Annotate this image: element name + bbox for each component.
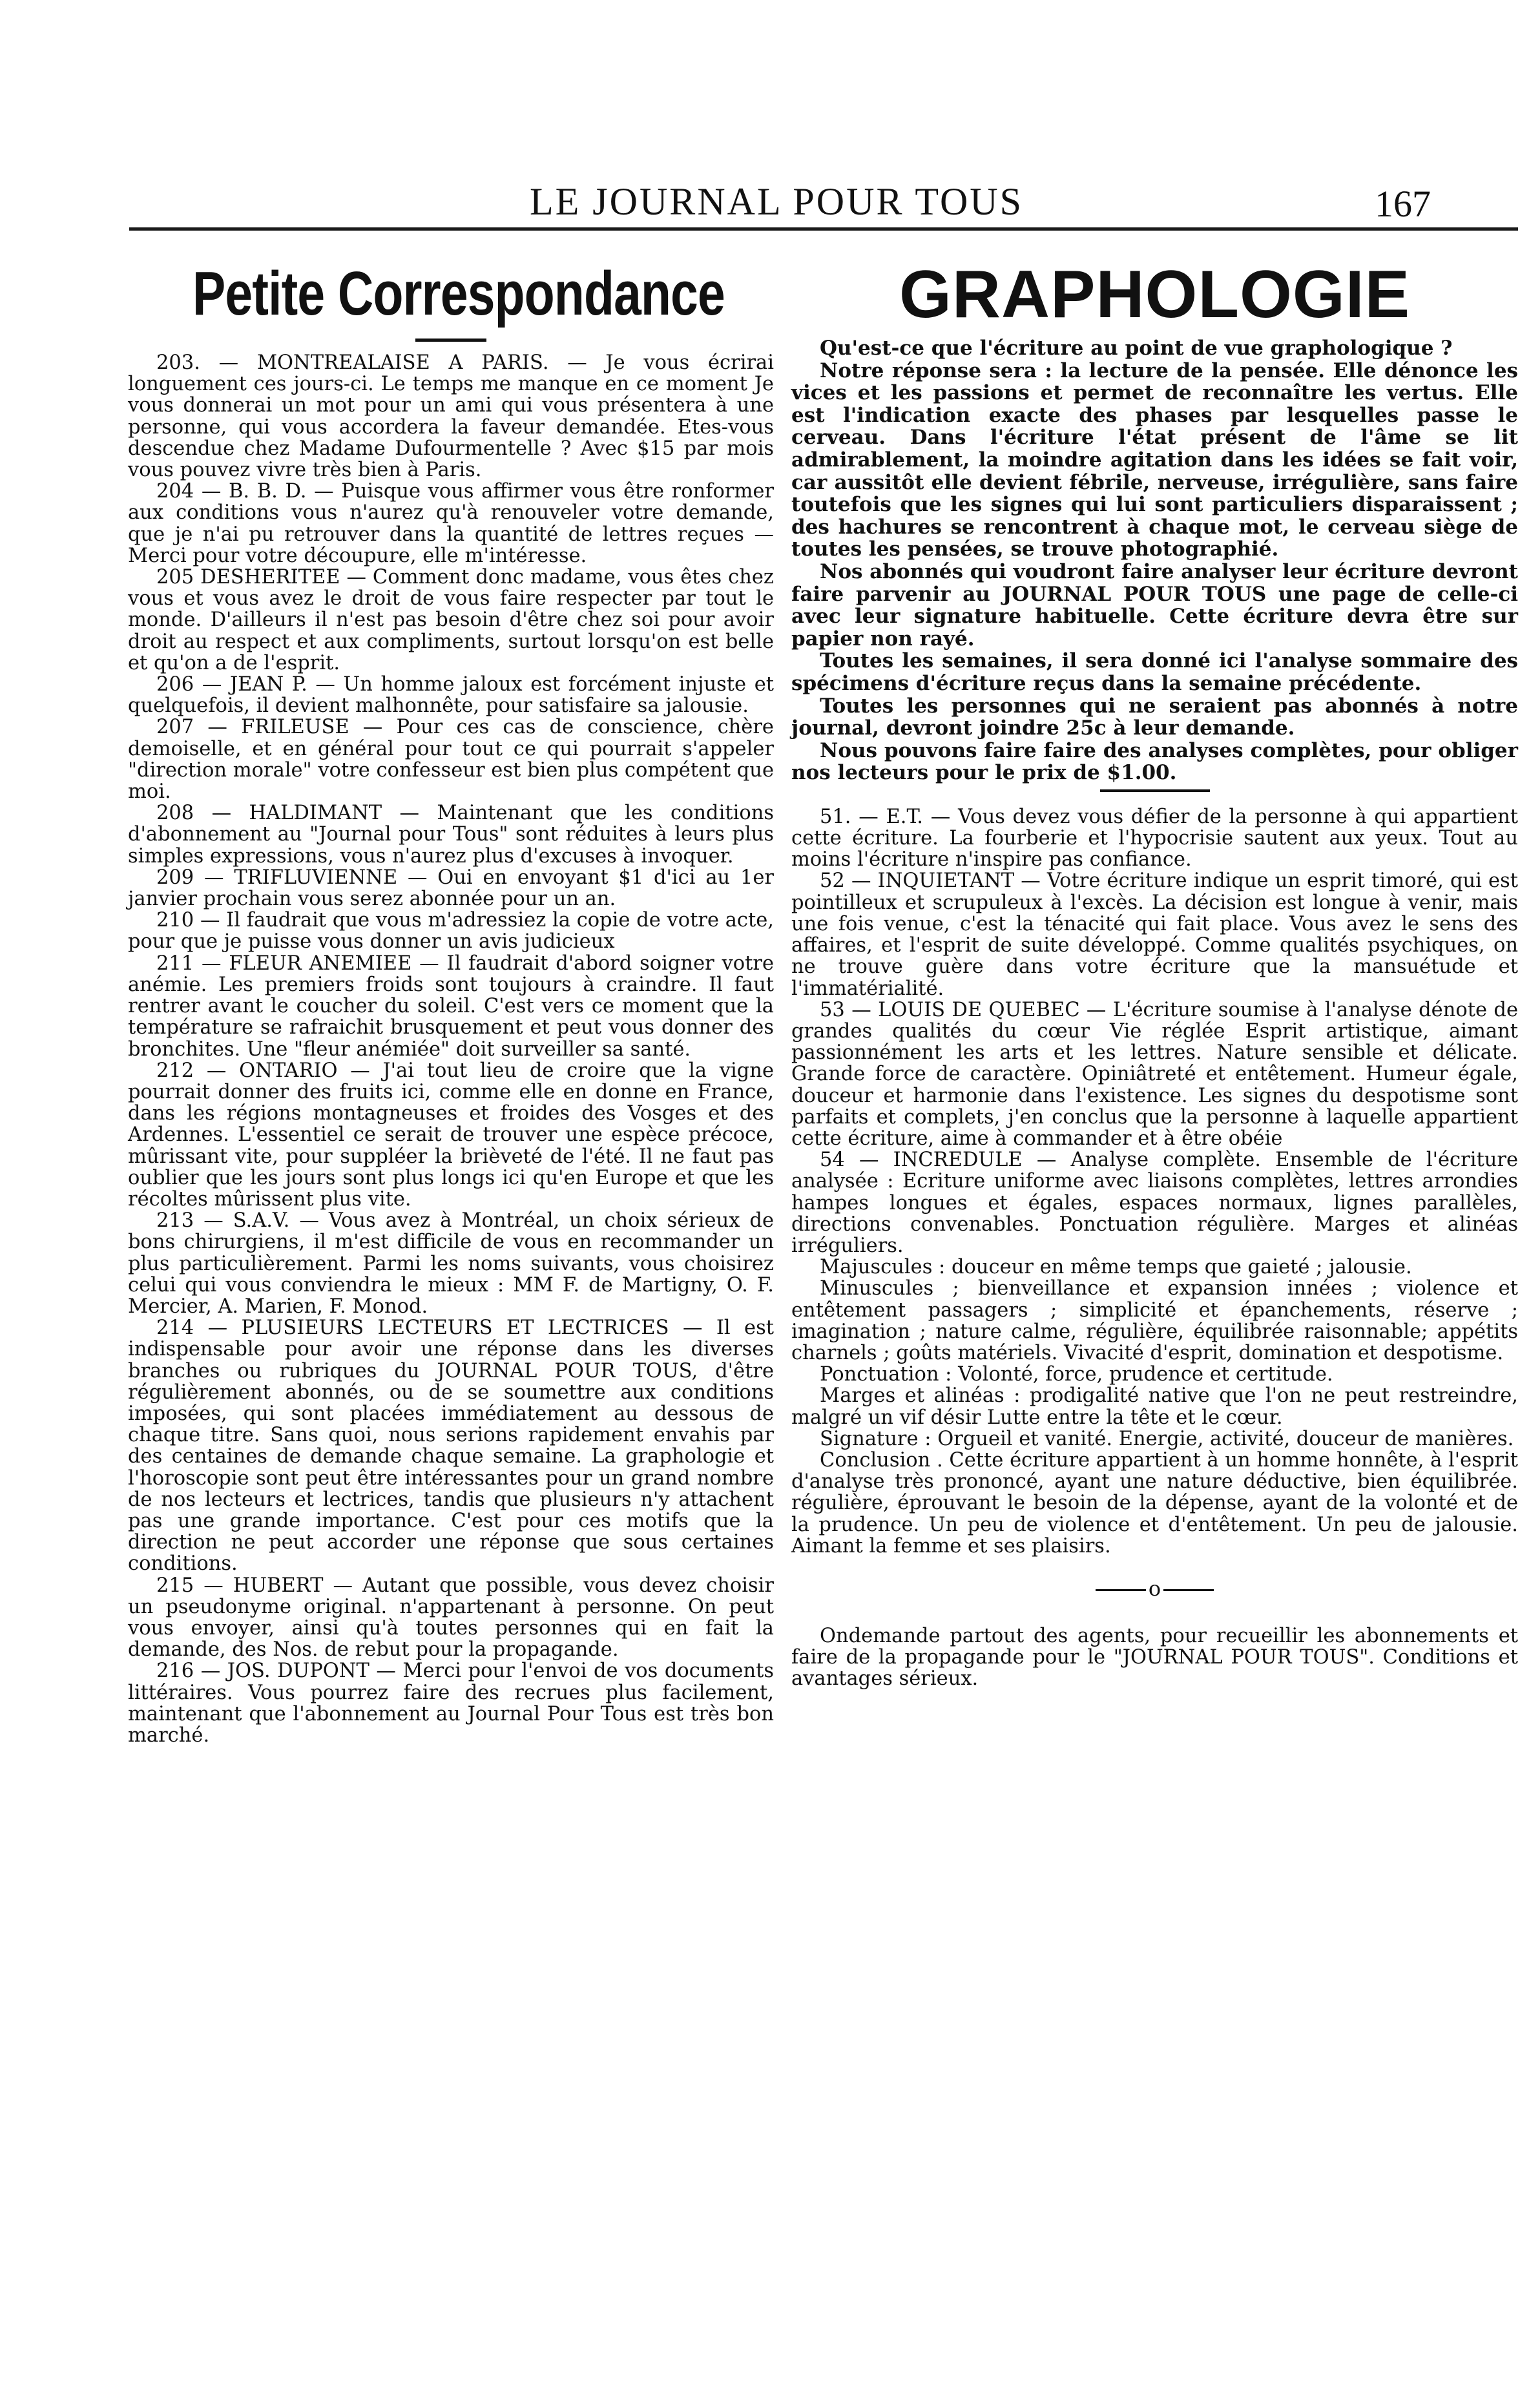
intro-instructions: Nos abonnés qui voudront faire analyser leur écriture devront faire parvenir au JOURNAL POUR TOUS une page de celle-ci avec leur signature habituelle. Cette écriture devra être sur papier non rayé.: [791, 559, 1518, 651]
analysis-54-ponctuation: Ponctuation : Volonté, force, prudence et certitude.: [820, 1363, 1333, 1386]
header-rule: [129, 227, 1518, 231]
section-rule: [1100, 789, 1210, 792]
letter-214: 214 — PLUSIEURS LECTEURS ET LECTRICES — Il est indispensable pour avoir une réponse dans les diverses branches ou rubriques du JOURNAL POUR TOUS, d'être régulièrement abonnés, ou de se soumettre aux conditions imposées, qui sont placées immédiatement au dessous de chaque titre. Sans quoi, nous serions rapidement envahis par des centaines de demande chaque semaine. La graphologie et l'horoscopie sont peut être intéressantes pour un grand nombre de nos lecteurs et lectrices, tandis que plusieurs n'y attachent pas une grande importance. C'est pour ces motifs que la direction ne peut accorder une réponse que sous certaines conditions.: [128, 1317, 774, 1576]
heading-rule: [415, 339, 486, 342]
intro-non-subscribers: Toutes les personnes qui ne seraient pas abonnés à notre journal, devront joindre 25c à leur demande.: [791, 694, 1518, 740]
letter-216: 216 — JOS. DUPONT — Merci pour l'envoi de vos documents littéraires. Vous pourrez faire des recrues plus facilement, maintenant que l'abonnement au Journal Pour Tous est très bon marché.: [128, 1660, 774, 1747]
analysis-54-conclusion: Conclusion . Cette écriture appartient à un homme honnête, à l'esprit d'analyse très prononcé, ayant une nature déductive, bien équilibrée. régulière, éprouvant le besoin de la dépense, ayant de la volonté et de la prudence. Un peu de violence et d'entêtement. Un peu de jalousie. Aimant la femme et ses plaisirs.: [791, 1448, 1518, 1558]
graphologie-intro: [791, 337, 1518, 784]
letter-204: 204 — B. B. D. — Puisque vous affirmer vous être ronformer aux conditions vous n'aurez qu'à renouveler votre demande, que je n'ai pu retrouver dans la quantité de lettres reçues — Merci pour votre découpure, elle m'intéresse.: [128, 480, 774, 567]
letter-205: 205 DESHERITEE — Comment donc madame, vous êtes chez vous et vous avez le droit de vous faire respecter par tout le monde. D'ailleurs il n'est pas besoin d'être chez soi pour avoir droit au respect et aux compliments, surtout lorsqu'on est belle et qu'on a de l'esprit.: [128, 566, 774, 674]
analysis-54-signature: Signature : Orgueil et vanité. Energie, activité, douceur de manières.: [820, 1427, 1514, 1450]
letter-208: 208 — HALDIMANT — Maintenant que les conditions d'abonnement au "Journal pour Tous" sont réduites à leurs plus simples expressions, vous n'aurez plus d'excuses à invoquer.: [128, 802, 774, 868]
analysis-54: 54 — INCREDULE — Analyse complète. Ensemble de l'écriture analysée : Ecriture uniforme avec liaisons complètes, lettres arrondies hampes longues et égales, espaces normaux, lignes parallèles, directions convenables. Ponctuation régulière. Marges et alinéas irréguliers.: [791, 1149, 1518, 1257]
analysis-53: 53 — LOUIS DE QUEBEC — L'écriture soumise à l'analyse dénote de grandes qualités du cœur Vie réglée Esprit artistique, aimant passionnément les arts et les lettres. Nature sensible et délicate. Grande force de caractère. Opiniâtreté et entêtement. Humeur égale, douceur et harmonie dans l'existence. Les signes du despotisme sont parfaits et complets, j'en conclus que la personne à laquelle appartient cette écriture, aime à commander et à être obéie: [791, 998, 1518, 1150]
letter-213: 213 — S.A.V. — Vous avez à Montréal, un choix sérieux de bons chirurgiens, il m'est difficile de vous en recommander un plus particulièrement. Parmi les noms suivants, vous choisirez celui qui vous conviendra le mieux : MM F. de Martigny, O. F. Mercier, A. Marien, F. Monod.: [128, 1209, 774, 1318]
analysis-52: 52 — INQUIETANT — Votre écriture indique un esprit timoré, qui est pointilleux et scrupuleux à l'excès. La décision est longue à venir, mais une fois venue, c'est la ténacité qui fait place. Vous avez le sens des affaires, et l'esprit de suite développé. Comme qualités psychiques, on ne trouve guère dans votre écriture que la mansuétude et l'immatérialité.: [791, 870, 1518, 1000]
page-number: 167: [1375, 183, 1431, 225]
agents-notice: Ondemande partout des agents, pour recueillir les abonnements et faire de la propagande pour le "JOURNAL POUR TOUS". Conditions et avantages sérieux.: [791, 1624, 1518, 1691]
o-separator: o: [791, 1574, 1518, 1603]
analysis-54-majuscules: Majuscules : douceur en même temps que gaieté ; jalousie.: [820, 1256, 1412, 1279]
letter-207: 207 — FRILEUSE — Pour ces cas de conscience, chère demoiselle, et en général pour tout ce qui pourrait s'appeler "direction morale" votre confesseur est bien plus compétent que moi.: [128, 716, 774, 804]
letter-203: 203. — MONTREALAISE A PARIS. — Je vous écrirai longuement ces jours-ci. Le temps me manque en ce moment Je vous donnerai un mot pour un ami qui vous présentera à une personne, qui vous accordera la faveur demandée. Etes-vous descendue chez Madame Dufourmentelle ? Avec $15 par mois vous pouvez vivre très bien à Paris.: [128, 351, 774, 482]
analysis-54-minuscules: Minuscules ; bienveillance et expansion innées ; violence et entêtement passagers ; simplicité et épanchements, réserve ; imagination ; nature calme, régulière, équilibrée raisonnable; appétits charnels ; goûts matériels. Vivacité d'esprit, domination et despotisme.: [791, 1277, 1518, 1364]
letter-206: 206 — JEAN P. — Un homme jaloux est forcément injuste et quelquefois, il devient malhonnête, pour satisfaire sa jalousie.: [128, 673, 774, 718]
letter-215: 215 — HUBERT — Autant que possible, vous devez choisir un pseudonyme original. n'appartenant à personne. On peut vous envoyer, ainsi qu'à toutes personnes qui en fait la demande, des Nos. de rebut pour la propagande.: [128, 1574, 774, 1662]
letter-209: 209 — TRIFLUVIENNE — Oui en envoyant $1 d'ici au 1er janvier prochain vous serez abonnée pour un an.: [128, 866, 774, 911]
letter-212: 212 — ONTARIO — J'ai tout lieu de croire que la vigne pourrait donner des fruits ici, comme elle en donne en France, dans les régions montagneuses et froides des Vosges et des Ardennes. L'essentiel ce serait de trouver une espèce précoce, mûrissant vite, pour suppléer la brièveté de l'été. Il ne faut pas oublier que les jours sont plus longs ici qu'en Europe et que les récoltes mûrissent plus vite.: [128, 1059, 774, 1211]
intro-question: Qu'est-ce que l'écriture au point de vue graphologique ?: [820, 337, 1453, 360]
section-heading-graphologie: GRAPHOLOGIE: [899, 257, 1411, 332]
running-header: LE JOURNAL POUR TOUS: [530, 180, 1023, 223]
intro-full-analysis: Nous pouvons faire faire des analyses complètes, pour obliger nos lecteurs pour le prix de $1.00.: [791, 738, 1518, 785]
analysis-51: 51. — E.T. — Vous devez vous défier de la personne à qui appartient cette écriture. La fourberie et l'hypocrisie sautent aux yeux. Tout au moins l'écriture n'inspire pas confiance.: [791, 805, 1518, 871]
left-column: [128, 258, 774, 1746]
letter-210: 210 — Il faudrait que vous m'adressiez la copie de votre acte, pour que je puisse vous donner un avis judicieux: [128, 909, 774, 953]
intro-weekly: Toutes les semaines, il sera donné ici l'analyse sommaire des spécimens d'écriture reçus dans la semaine précédente.: [791, 649, 1518, 695]
right-column: [791, 258, 1518, 1690]
letter-211: 211 — FLEUR ANEMIEE — Il faudrait d'abord soigner votre anémie. Les premiers froids sont toujours à craindre. Il faut rentrer avant le coucher du soleil. C'est vers ce moment que la température se rafraichit brusquement et peut vous donner des bronchites. Une "fleur anémiée" doit surveiller sa santé.: [128, 952, 774, 1061]
section-heading-petite-correspondance: Petite Correspondance: [192, 259, 725, 328]
analysis-54-marges: Marges et alinéas : prodigalité native que l'on ne peut restreindre, malgré un vif désir Lutte entre la tête et le cœur.: [791, 1384, 1518, 1429]
intro-answer: Notre réponse sera : la lecture de la pensée. Elle dénonce les vices et les passions et permet de reconnaître les vertus. Elle est l'indication exacte des phases par lesquelles passe le cerveau. Dans l'écriture l'état présent de l'âme se lit admirablement, la moindre agitation dans les idées se fait voir, car aussitôt elle devient fébrile, nerveuse, irrégulière, sans faire toutefois que les signes qui lui sont particuliers disparaissent ; des hachures se rencontrent à chaque mot, le cerveau siège de toutes les pensées, se trouve photographié.: [791, 359, 1518, 561]
